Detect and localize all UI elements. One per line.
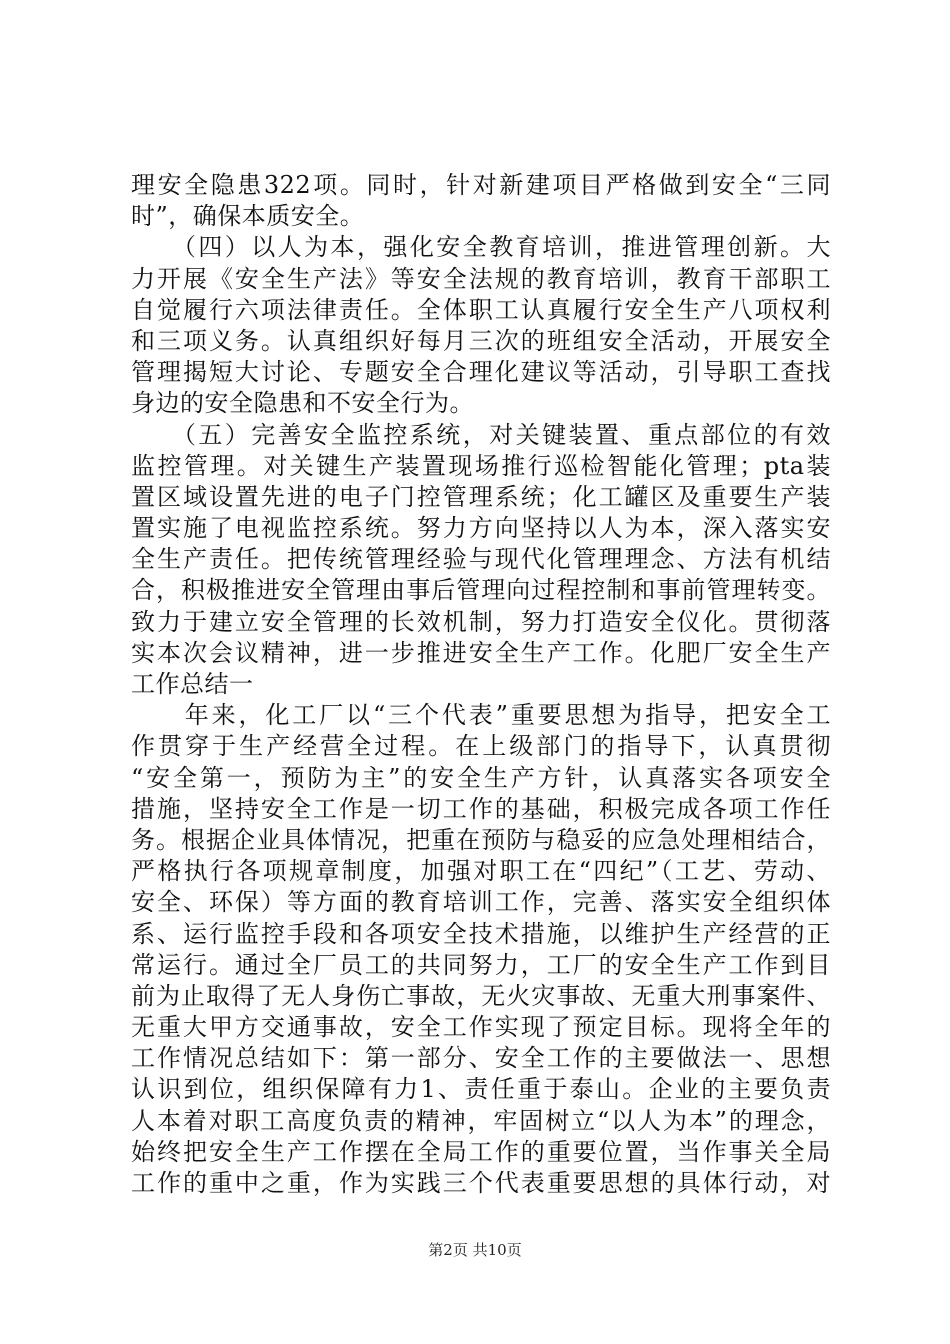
text-line: 全生产责任。把传统管理经验与现代化管理理念、方法有机结 xyxy=(131,545,831,574)
text-line: 认识到位，组织保障有力1、责任重于泰山。企业的主要负责 xyxy=(131,1075,831,1104)
text-line: 力开展《安全生产法》等安全法规的教育培训，教育干部职工 xyxy=(131,264,831,293)
text-line: 监控管理。对关键生产装置现场推行巡检智能化管理；pta装 xyxy=(131,451,831,480)
text-line: 时”，确保本质安全。 xyxy=(131,202,365,231)
text-line: 置区域设置先进的电子门控管理系统；化工罐区及重要生产装 xyxy=(131,482,831,511)
text-line: “安全第一，预防为主”的安全生产方针，认真落实各项安全 xyxy=(131,763,831,792)
body-text xyxy=(131,170,831,1199)
text-line: 和三项义务。认真组织好每月三次的班组安全活动，开展安全 xyxy=(131,326,831,355)
text-line: 作贯穿于生产经营全过程。在上级部门的指导下，认真贯彻 xyxy=(131,732,831,761)
text-line: 系、运行监控手段和各项安全技术措施，以维护生产经营的正 xyxy=(131,919,831,948)
text-line: 人本着对职工高度负责的精神，牢固树立“以人为本”的理念， xyxy=(131,1106,831,1135)
text-line: （五）完善安全监控系统，对关键装置、重点部位的有效 xyxy=(131,420,831,449)
text-line: 年来，化工厂以“三个代表”重要思想为指导，把安全工 xyxy=(131,701,831,730)
text-line: 管理揭短大讨论、专题安全合理化建议等活动，引导职工查找 xyxy=(131,358,831,387)
text-line: 自觉履行六项法律责任。全体职工认真履行安全生产八项权利 xyxy=(131,295,831,324)
text-line: 前为止取得了无人身伤亡事故，无火灾事故、无重大刑事案件、 xyxy=(131,981,831,1010)
text-line: 工作情况总结如下：第一部分、安全工作的主要做法一、思想 xyxy=(131,1044,831,1073)
text-line: 工作的重中之重，作为实践三个代表重要思想的具体行动，对 xyxy=(131,1169,831,1197)
text-line: 严格执行各项规章制度，加强对职工在“四纪”（工艺、劳动、 xyxy=(131,857,831,886)
text-line: 理安全隐患322项。同时，针对新建项目严格做到安全“三同 xyxy=(131,171,831,199)
text-line: 合，积极推进安全管理由事后管理向过程控制和事前管理转变。 xyxy=(131,576,831,605)
text-line: 无重大甲方交通事故，安全工作实现了预定目标。现将全年的 xyxy=(131,1013,831,1042)
text-line: 身边的安全隐患和不安全行为。 xyxy=(131,389,474,418)
text-line: 始终把安全生产工作摆在全局工作的重要位置，当作事关全局 xyxy=(131,1137,831,1166)
text-line: （四）以人为本，强化安全教育培训，推进管理创新。大 xyxy=(131,233,831,262)
text-line: 置实施了电视监控系统。努力方向坚持以人为本，深入落实安 xyxy=(131,514,831,543)
text-line: 措施，坚持安全工作是一切工作的基础，积极完成各项工作任 xyxy=(131,794,831,823)
text-line: 实本次会议精神，进一步推进安全生产工作。化肥厂安全生产 xyxy=(131,638,831,667)
text-line: 常运行。通过全厂员工的共同努力，工厂的安全生产工作到目 xyxy=(131,950,831,979)
page-footer: 第2页 共10页 xyxy=(428,1241,522,1259)
text-line: 安全、环保）等方面的教育培训工作，完善、落实安全组织体 xyxy=(131,888,831,917)
text-line: 致力于建立安全管理的长效机制，努力打造安全仪化。贯彻落 xyxy=(131,607,831,636)
text-line: 务。根据企业具体情况，把重在预防与稳妥的应急处理相结合， xyxy=(131,825,831,854)
text-line: 工作总结一 xyxy=(131,670,254,698)
